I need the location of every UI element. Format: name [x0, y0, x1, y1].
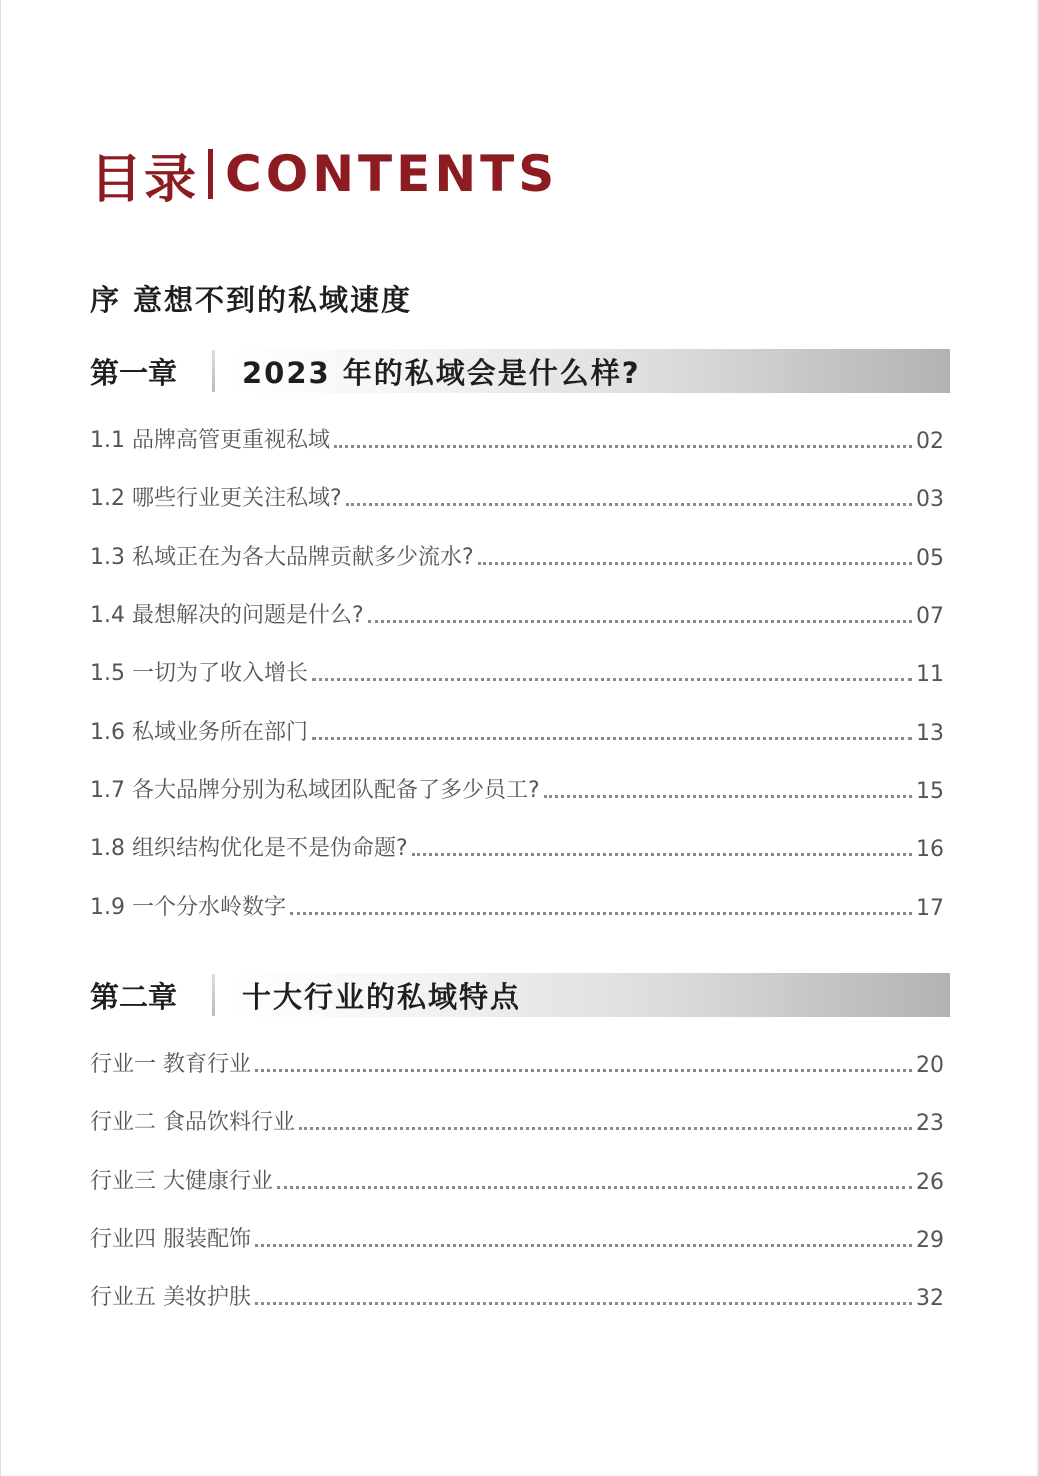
toc-entry-page: 11 — [916, 662, 944, 687]
chapter-title-bar — [232, 349, 950, 393]
toc-entry[interactable] — [90, 770, 944, 804]
toc-entry-page: 13 — [916, 721, 944, 746]
toc-entry-page: 16 — [916, 837, 944, 862]
dot-leader — [412, 853, 912, 856]
toc-entry[interactable] — [90, 712, 944, 746]
chapter-label: 第二章 — [90, 979, 178, 1014]
chapter-heading[interactable] — [90, 973, 950, 1017]
dot-leader — [290, 912, 912, 915]
toc-entry[interactable] — [90, 1044, 944, 1078]
chapter-label: 第一章 — [90, 355, 178, 390]
title-divider — [208, 149, 213, 199]
chapter-divider — [212, 974, 215, 1016]
toc-entry[interactable] — [90, 828, 944, 862]
page-edge — [0, 0, 1, 1476]
toc-entry-label: 1.6 私域业务所在部门 — [90, 720, 308, 745]
page-title — [90, 138, 558, 210]
dot-leader — [255, 1302, 912, 1305]
dot-leader — [346, 503, 912, 506]
toc-entry-page: 15 — [916, 779, 944, 804]
toc-entry[interactable] — [90, 595, 944, 629]
toc-entry[interactable] — [90, 1102, 944, 1136]
toc-entry-page: 02 — [916, 429, 944, 454]
dot-leader — [299, 1127, 912, 1130]
dot-leader — [277, 1186, 912, 1189]
toc-entry-label: 行业一 教育行业 — [90, 1052, 251, 1077]
preface-title: 意想不到的私域速度 — [133, 282, 413, 317]
toc-entry-page: 20 — [916, 1053, 944, 1078]
toc-entry[interactable] — [90, 887, 944, 921]
chapter-divider — [212, 350, 215, 392]
toc-entry-page: 29 — [916, 1228, 944, 1253]
dot-leader — [334, 445, 912, 448]
chapter-title: 十大行业的私域特点 — [242, 979, 522, 1014]
toc-entry-page: 17 — [916, 896, 944, 921]
toc-entry-page: 23 — [916, 1111, 944, 1136]
toc-entry-label: 行业二 食品饮料行业 — [90, 1110, 295, 1135]
chapter-heading[interactable] — [90, 349, 950, 393]
toc-entry-label: 1.3 私域正在为各大品牌贡献多少流水? — [90, 545, 474, 570]
toc-entry-page: 07 — [916, 604, 944, 629]
chapter-title: 2023 年的私域会是什么样? — [242, 355, 641, 390]
title-english: CONTENTS — [225, 145, 559, 203]
toc-entry-label: 1.4 最想解决的问题是什么? — [90, 603, 364, 628]
toc-entry[interactable] — [90, 1161, 944, 1195]
dot-leader — [478, 562, 912, 565]
toc-entry-label: 行业三 大健康行业 — [90, 1169, 273, 1194]
dot-leader — [312, 678, 912, 681]
toc-entry-label: 1.5 一切为了收入增长 — [90, 661, 308, 686]
toc-entry[interactable] — [90, 1219, 944, 1253]
toc-entry[interactable] — [90, 1277, 944, 1311]
dot-leader — [368, 620, 912, 623]
toc-entry-page: 26 — [916, 1170, 944, 1195]
dot-leader — [544, 795, 912, 798]
toc-entry-label: 行业四 服装配饰 — [90, 1227, 251, 1252]
toc-entry-label: 行业五 美妆护肤 — [90, 1285, 251, 1310]
toc-entry[interactable] — [90, 420, 944, 454]
dot-leader — [312, 737, 912, 740]
toc-entry-label: 1.8 组织结构优化是不是伪命题? — [90, 836, 408, 861]
toc-entry-label: 1.2 哪些行业更关注私域? — [90, 486, 342, 511]
toc-entry-label: 1.9 一个分水岭数字 — [90, 895, 286, 920]
preface-heading[interactable] — [90, 276, 412, 320]
toc-entry[interactable] — [90, 653, 944, 687]
preface-label: 序 — [90, 282, 122, 317]
chapter-title-bar — [232, 973, 950, 1017]
toc-entry-page: 05 — [916, 546, 944, 571]
toc-entry[interactable] — [90, 537, 944, 571]
dot-leader — [255, 1244, 912, 1247]
toc-entry-page: 32 — [916, 1286, 944, 1311]
toc-entry-page: 03 — [916, 487, 944, 512]
dot-leader — [255, 1069, 912, 1072]
toc-entry-label: 1.1 品牌高管更重视私域 — [90, 428, 330, 453]
toc-entry[interactable] — [90, 478, 944, 512]
title-chinese: 目录 — [90, 149, 199, 210]
toc-entry-label: 1.7 各大品牌分别为私域团队配备了多少员工? — [90, 778, 540, 803]
